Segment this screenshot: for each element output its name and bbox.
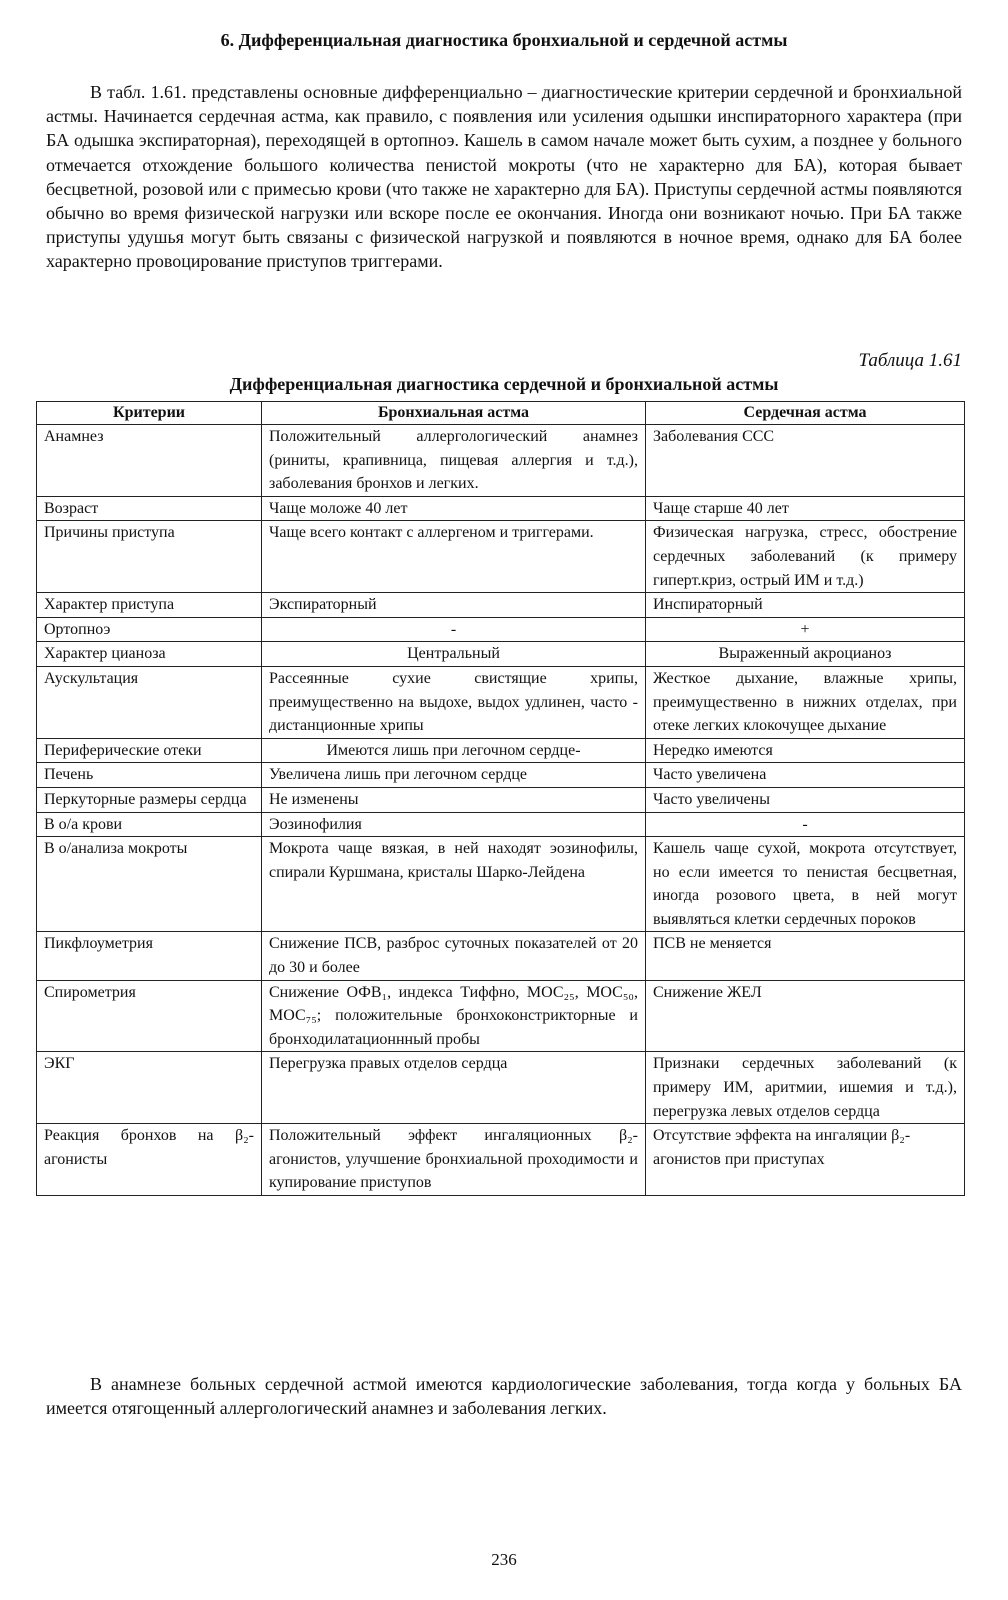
bronchial-cell: Положительный эффект ингаляционных β₂-агонистов, улучшение бронхиальной проходимости и купирование приступов: [262, 1124, 646, 1196]
header-cardiac-asthma: Сердечная астма: [646, 402, 965, 425]
diagnosis-table: [36, 401, 965, 1196]
bronchial-cell: Положительный аллергологический анамнез (риниты, крапивница, пищевая аллергия и т.д.), заболевания бронхов и легких.: [262, 425, 646, 497]
bronchial-cell: Снижение ПСВ, разброс суточных показателей от 20 до 30 и более: [262, 932, 646, 980]
cardiac-cell: ПСВ не меняется: [646, 932, 965, 980]
criterion-cell: Ортопноэ: [37, 617, 262, 642]
cardiac-cell: Жесткое дыхание, влажные хрипы, преимущественно в нижних отделах, при отеке легких клокочущее дыхание: [646, 666, 965, 738]
cardiac-cell: Признаки сердечных заболеваний (к примеру ИМ, аритмии, ишемия и т.д.), перегрузка левых отделов сердца: [646, 1052, 965, 1124]
bronchial-cell: Имеются лишь при легочном сердце-: [262, 738, 646, 763]
criterion-cell: ЭКГ: [37, 1052, 262, 1124]
cardiac-cell: Чаще старше 40 лет: [646, 496, 965, 521]
criterion-cell: Анамнез: [37, 425, 262, 497]
table-row: [37, 617, 965, 642]
table-row: [37, 496, 965, 521]
header-criteria: Критерии: [37, 402, 262, 425]
cardiac-cell: Отсутствие эффекта на ингаляции β₂-агонистов при приступах: [646, 1124, 965, 1196]
criterion-cell: Перкуторные размеры сердца: [37, 787, 262, 812]
criterion-cell: Характер цианоза: [37, 642, 262, 667]
bronchial-cell: Эозинофилия: [262, 812, 646, 837]
criterion-cell: Пикфлоуметрия: [37, 932, 262, 980]
cardiac-cell: Снижение ЖЕЛ: [646, 980, 965, 1052]
page-number: 236: [491, 1550, 517, 1569]
criterion-cell: Печень: [37, 763, 262, 788]
table-row: [37, 932, 965, 980]
outro-paragraph: В анамнезе больных сердечной астмой имеются кардиологические заболевания, тогда когда у больных БА имеется отягощенный аллергологический анамнез и заболевания легких.: [46, 1374, 962, 1419]
cardiac-cell: Инспираторный: [646, 593, 965, 618]
criterion-cell: Периферические отеки: [37, 738, 262, 763]
cardiac-cell: Физическая нагрузка, стресс, обострение сердечных заболеваний (к примеру гиперт.криз, острый ИМ и т.д.): [646, 521, 965, 593]
table-row: [37, 666, 965, 738]
table-row: [37, 593, 965, 618]
cardiac-cell: Кашель чаще сухой, мокрота отсутствует, но если имеется то пенистая бесцветная, иногда розового цвета, в ней могут выявляться клетки сердечных пороков: [646, 837, 965, 932]
section-heading: 6. Дифференциальная диагностика бронхиальной и сердечной астмы: [220, 30, 788, 50]
cardiac-cell: Нередко имеются: [646, 738, 965, 763]
header-bronchial-asthma: Бронхиальная астма: [262, 402, 646, 425]
table-row: [37, 425, 965, 497]
bronchial-cell: Рассеянные сухие свистящие хрипы, преимущественно на выдохе, выдох удлинен, часто - дистанционные хрипы: [262, 666, 646, 738]
criterion-cell: Причины приступа: [37, 521, 262, 593]
table-row: [37, 521, 965, 593]
criterion-cell: Реакция бронхов на β₂-агонисты: [37, 1124, 262, 1196]
table-row: [37, 642, 965, 667]
table-number: Таблица 1.61: [858, 350, 962, 371]
bronchial-cell: Центральный: [262, 642, 646, 667]
bronchial-cell: Чаще всего контакт с аллергеном и триггерами.: [262, 521, 646, 593]
table-row: [37, 1124, 965, 1196]
criterion-cell: Аускультация: [37, 666, 262, 738]
cardiac-cell: Выраженный акроцианоз: [646, 642, 965, 667]
table-header-row: [37, 402, 965, 425]
table-row: [37, 980, 965, 1052]
criterion-cell: Спирометрия: [37, 980, 262, 1052]
table-row: [37, 837, 965, 932]
criterion-cell: В о/а крови: [37, 812, 262, 837]
bronchial-cell: Снижение ОФВ₁, индекса Тиффно, МОС₂₅, МОС₅₀, МОС₇₅; положительные бронхоконстрикторные и бронходилатационнный пробы: [262, 980, 646, 1052]
bronchial-cell: Не изменены: [262, 787, 646, 812]
cardiac-cell: Заболевания ССС: [646, 425, 965, 497]
criterion-cell: Характер приступа: [37, 593, 262, 618]
table-row: [37, 763, 965, 788]
table-title: Дифференциальная диагностика сердечной и бронхиальной астмы: [229, 374, 779, 394]
table-row: [37, 787, 965, 812]
bronchial-cell: Перегрузка правых отделов сердца: [262, 1052, 646, 1124]
bronchial-cell: Увеличена лишь при легочном сердце: [262, 763, 646, 788]
cardiac-cell: Часто увеличена: [646, 763, 965, 788]
table-row: [37, 812, 965, 837]
bronchial-cell: -: [262, 617, 646, 642]
bronchial-cell: Мокрота чаще вязкая, в ней находят эозинофилы, спирали Куршмана, кристалы Шарко-Лейдена: [262, 837, 646, 932]
table-row: [37, 738, 965, 763]
criterion-cell: Возраст: [37, 496, 262, 521]
intro-paragraph: В табл. 1.61. представлены основные дифференциально – диагностические критерии сердечной и бронхиальной астмы. Начинается сердечная астма, как правило, с появления или усиления одышки инспираторного характера (при БА одышка экспираторная), переходящей в ортопноэ. Кашель в самом начале может быть сухим, а позднее у больного отмечается отхождение большого количества пенистой мокроты (что не характерно для БА), которая бывает бесцветной, розовой или с примесью крови (что также не характерно для БА). Приступы сердечной астмы появляются обычно во время физической нагрузки или вскоре после ее окончания. Иногда они возникают ночью. При БА также приступы удушья могут быть связаны с физической нагрузкой и появляются в ночное время, однако для БА более характерно провоцирование приступов триггерами.: [46, 82, 962, 272]
cardiac-cell: Часто увеличены: [646, 787, 965, 812]
table-row: [37, 1052, 965, 1124]
bronchial-cell: Экспираторный: [262, 593, 646, 618]
bronchial-cell: Чаще моложе 40 лет: [262, 496, 646, 521]
cardiac-cell: -: [646, 812, 965, 837]
criterion-cell: В о/анализа мокроты: [37, 837, 262, 932]
cardiac-cell: +: [646, 617, 965, 642]
